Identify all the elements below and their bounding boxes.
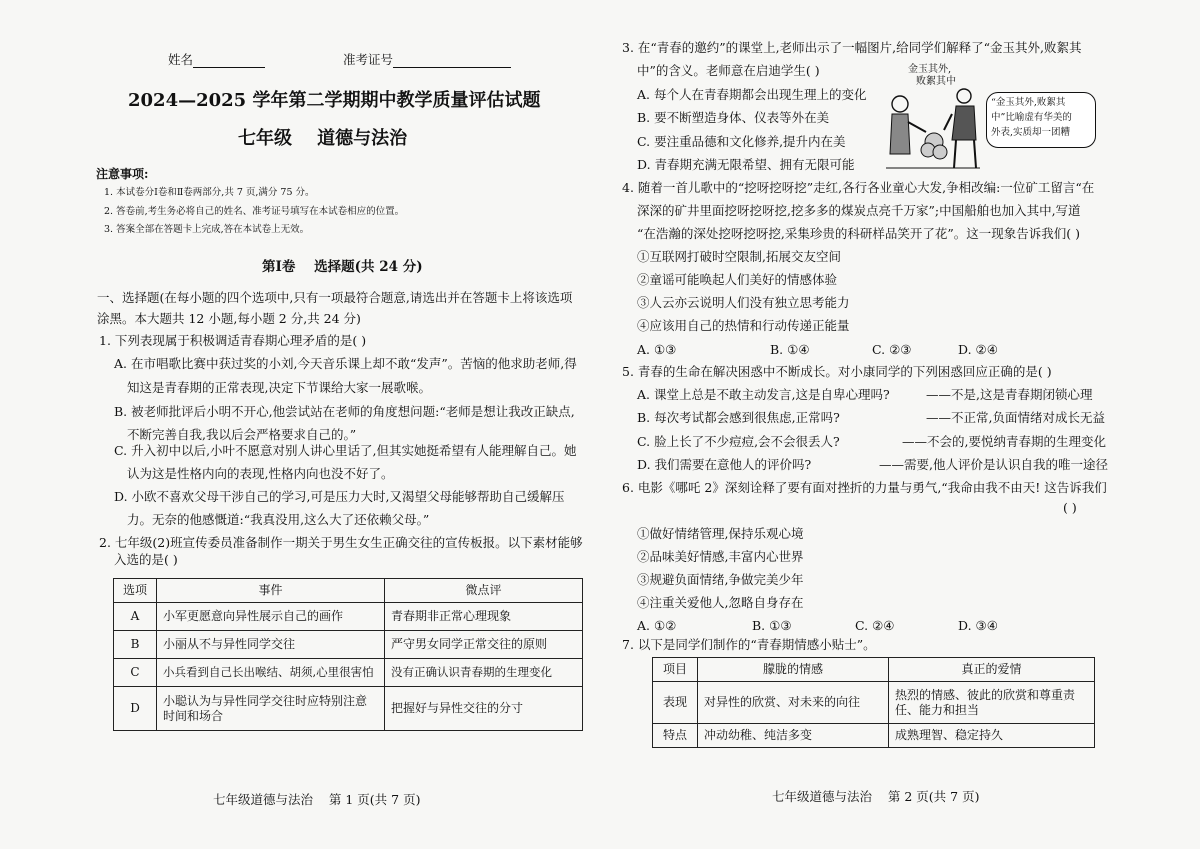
q6-choice: D. ③④ — [958, 618, 998, 633]
question-5-stem: 5. 青春的生命在解决困惑中不断成长。对小康同学的下列困惑回应正确的是( ) — [622, 364, 1052, 379]
table-header: 选项 — [114, 579, 157, 603]
table-cell: 冲动幼稚、纯洁多变 — [698, 724, 889, 748]
question-2-stem: 2. 七年级(2)班宣传委员准备制作一期关于男生女生正确交往的宣传板报。以下素材能够 — [99, 535, 583, 550]
question-3-stem: 3. 在“青春的邀约”的课堂上,老师出示了一幅图片,给同学们解释了“金玉其外,败絮其 — [622, 40, 1082, 55]
q6-choice: B. ①③ — [752, 618, 792, 633]
table-header-row — [653, 658, 1095, 682]
table-row — [114, 631, 583, 659]
notice-heading: 注意事项: — [96, 167, 149, 181]
q3-option: B. 要不断塑造身体、仪表等外在美 — [637, 110, 830, 125]
table-header: 真正的爱情 — [889, 658, 1095, 682]
cartoon-title-line: 败絮其中 — [916, 76, 956, 87]
q1-option-line: A. 在市唱歌比赛中获过奖的小刘,今天音乐课上却不敢“发声”。苦恼的他求助老师,得 — [114, 356, 577, 371]
question-3-stem: 中”的含义。老师意在启迪学生( ) — [637, 63, 820, 78]
q5-option-answer: ——不正常,负面情绪对成长无益 — [926, 410, 1105, 425]
exam-title: 2024—2025 学年第二学期期中教学质量评估试题 — [128, 90, 541, 111]
q6-item: ③规避负面情绪,争做完美少年 — [637, 572, 804, 587]
name-label: 姓名 — [168, 52, 194, 67]
page-footer: 七年级道德与法治 第 1 页(共 7 页) — [213, 792, 421, 807]
bubble-line: “金玉其外,败絮其 — [991, 97, 1066, 108]
q1-option-line: 认为这是性格内向的表现,性格内向也没不好了。 — [127, 466, 394, 481]
question-7-table — [652, 657, 1095, 748]
page-footer: 七年级道德与法治 第 2 页(共 7 页) — [772, 789, 980, 804]
table-cell: 特点 — [653, 724, 698, 748]
table-cell: 成熟理智、稳定持久 — [889, 724, 1095, 748]
notice-item: 2. 答卷前,考生务必将自己的姓名、准考证号填写在本试卷相应的位置。 — [104, 206, 405, 217]
q4-choice: B. ①④ — [770, 342, 810, 357]
table-header: 朦胧的情感 — [698, 658, 889, 682]
q1-option-line: C. 升入初中以后,小叶不愿意对别人讲心里话了,但其实她挺希望有人能理解自己。她 — [114, 443, 577, 458]
table-cell: 对异性的欣赏、对未来的向往 — [698, 682, 889, 724]
q5-option-answer: ——不会的,要悦纳青春期的生理变化 — [902, 434, 1106, 449]
table-cell: 把握好与异性交往的分寸 — [385, 687, 583, 731]
q6-item: ①做好情绪管理,保持乐观心境 — [637, 526, 804, 541]
q6-item: ②品味美好情感,丰富内心世界 — [637, 549, 804, 564]
cartoon-title-line: 金玉其外, — [908, 64, 952, 75]
bubble-line: 中”比喻虚有华美的 — [991, 112, 1072, 123]
q1-option-line: 知这是青春期的正常表现,决定下节课给大家一展歌喉。 — [127, 380, 431, 395]
q1-option-line: 不断完善自我,我以后会严格要求自己的。” — [127, 427, 357, 442]
q6-item: ④注重关爱他人,忽略自身存在 — [637, 595, 804, 610]
question-4-stem: 深深的矿井里面挖呀挖呀挖,挖多多的煤炭点亮千万家”;中国船舶也加入其中,写道 — [637, 203, 1081, 218]
name-blank — [193, 55, 265, 68]
table-row — [653, 724, 1095, 748]
q4-choice: A. ①③ — [637, 342, 677, 357]
q1-option-line: B. 被老师批评后小明不开心,他尝试站在老师的角度想问题:“老师是想让我改正缺点, — [114, 404, 575, 419]
name-field — [168, 52, 265, 68]
table-header: 项目 — [653, 658, 698, 682]
question-6-answer-paren: ( ) — [1063, 500, 1077, 515]
q4-item: ②童谣可能唤起人们美好的情感体验 — [637, 272, 838, 287]
instruction-line: 涂黑。本大题共 12 小题,每小题 2 分,共 24 分) — [97, 311, 361, 326]
section-title: 第Ⅰ卷 选择题(共 24 分) — [262, 259, 423, 275]
question-4-stem: “在浩瀚的深处挖呀挖呀挖,采集珍贵的科研样品笑开了花”。这一现象告诉我们( ) — [637, 226, 1080, 241]
table-header-row — [114, 579, 583, 603]
question-2-table — [113, 578, 583, 731]
table-cell: B — [114, 631, 157, 659]
table-cell: 小丽从不与异性同学交往 — [157, 631, 385, 659]
q5-option-question: A. 课堂上总是不敢主动发言,这是自卑心理吗? — [637, 387, 890, 402]
q5-option-question: B. 每次考试都会感到很焦虑,正常吗? — [637, 410, 840, 425]
table-cell: 青春期非正常心理现象 — [385, 603, 583, 631]
table-row — [653, 682, 1095, 724]
q4-choice: D. ②④ — [958, 342, 998, 357]
question-2-stem: 入选的是( ) — [114, 552, 178, 567]
table-cell: D — [114, 687, 157, 731]
q6-choice: A. ①② — [637, 618, 677, 633]
q6-choice: C. ②④ — [855, 618, 895, 633]
exam-number-field — [343, 52, 511, 68]
q1-option-line: 力。无奈的他感慨道:“我真没用,这么大了还依赖父母。” — [127, 512, 430, 527]
question-6-stem: 6. 电影《哪吒 2》深刻诠释了要有面对挫折的力量与勇气,“我命由我不由天! 这告诉我们 — [622, 480, 1107, 495]
table-row — [114, 603, 583, 631]
question-1-stem: 1. 下列表现属于积极调适青春期心理矛盾的是( ) — [99, 333, 367, 348]
table-header: 微点评 — [385, 579, 583, 603]
exam-page-2 — [600, 0, 1200, 849]
q3-option: A. 每个人在青春期都会出现生理上的变化 — [637, 87, 867, 102]
table-cell: 没有正确认识青春期的生理变化 — [385, 659, 583, 687]
q5-option-answer: ——不是,这是青春期闭锁心理 — [926, 387, 1093, 402]
question-7-stem: 7. 以下是同学们制作的“青春期情感小贴士”。 — [622, 637, 876, 652]
table-header: 事件 — [157, 579, 385, 603]
cartoon-speech-bubble — [986, 92, 1096, 148]
cartoon-figures-icon — [882, 84, 982, 172]
q5-option-question: D. 我们需要在意他人的评价吗? — [637, 457, 812, 472]
exam-subtitle: 七年级 道德与法治 — [238, 128, 408, 149]
notice-item: 1. 本试卷分Ⅰ卷和Ⅱ卷两部分,共 7 页,满分 75 分。 — [104, 187, 315, 198]
table-row — [114, 687, 583, 731]
q4-item: ③人云亦云说明人们没有独立思考能力 — [637, 295, 850, 310]
q4-item: ①互联网打破时空限制,拓展交友空间 — [637, 249, 841, 264]
table-cell: 小兵看到自己长出喉结、胡须,心里很害怕 — [157, 659, 385, 687]
table-cell: 严守男女同学正常交往的原则 — [385, 631, 583, 659]
question-4-stem: 4. 随着一首儿歌中的“挖呀挖呀挖”走红,各行各业童心大发,争相改编:一位矿工留言“在 — [622, 180, 1095, 195]
table-cell: A — [114, 603, 157, 631]
q3-option: D. 青春期充满无限希望、拥有无限可能 — [637, 157, 855, 172]
q4-choice: C. ②③ — [872, 342, 912, 357]
table-row — [114, 659, 583, 687]
exam-number-blank — [393, 55, 511, 68]
table-cell: 小聪认为与异性同学交往时应特别注意时间和场合 — [157, 687, 385, 731]
q4-item: ④应该用自己的热情和行动传递正能量 — [637, 318, 850, 333]
table-cell: 热烈的情感、彼此的欣赏和尊重责任、能力和担当 — [889, 682, 1095, 724]
cartoon-illustration — [882, 62, 1094, 172]
q3-option: C. 要注重品德和文化修养,提升内在美 — [637, 134, 846, 149]
table-cell: 表现 — [653, 682, 698, 724]
q1-option-line: D. 小欧不喜欢父母干涉自己的学习,可是压力大时,又渴望父母能够帮助自己缓解压 — [114, 489, 565, 504]
exam-number-label: 准考证号 — [343, 52, 394, 67]
instruction-line: 一、选择题(在每小题的四个选项中,只有一项最符合题意,请选出并在答题卡上将该选项 — [97, 290, 573, 305]
notice-item: 3. 答案全部在答题卡上完成,答在本试卷上无效。 — [104, 224, 310, 235]
table-cell: C — [114, 659, 157, 687]
q5-option-answer: ——需要,他人评价是认识自我的唯一途径 — [879, 457, 1108, 472]
bubble-line: 外表,实质却一团糟 — [991, 127, 1071, 138]
table-cell: 小军更愿意向异性展示自己的画作 — [157, 603, 385, 631]
q5-option-question: C. 脸上长了不少痘痘,会不会很丢人? — [637, 434, 840, 449]
